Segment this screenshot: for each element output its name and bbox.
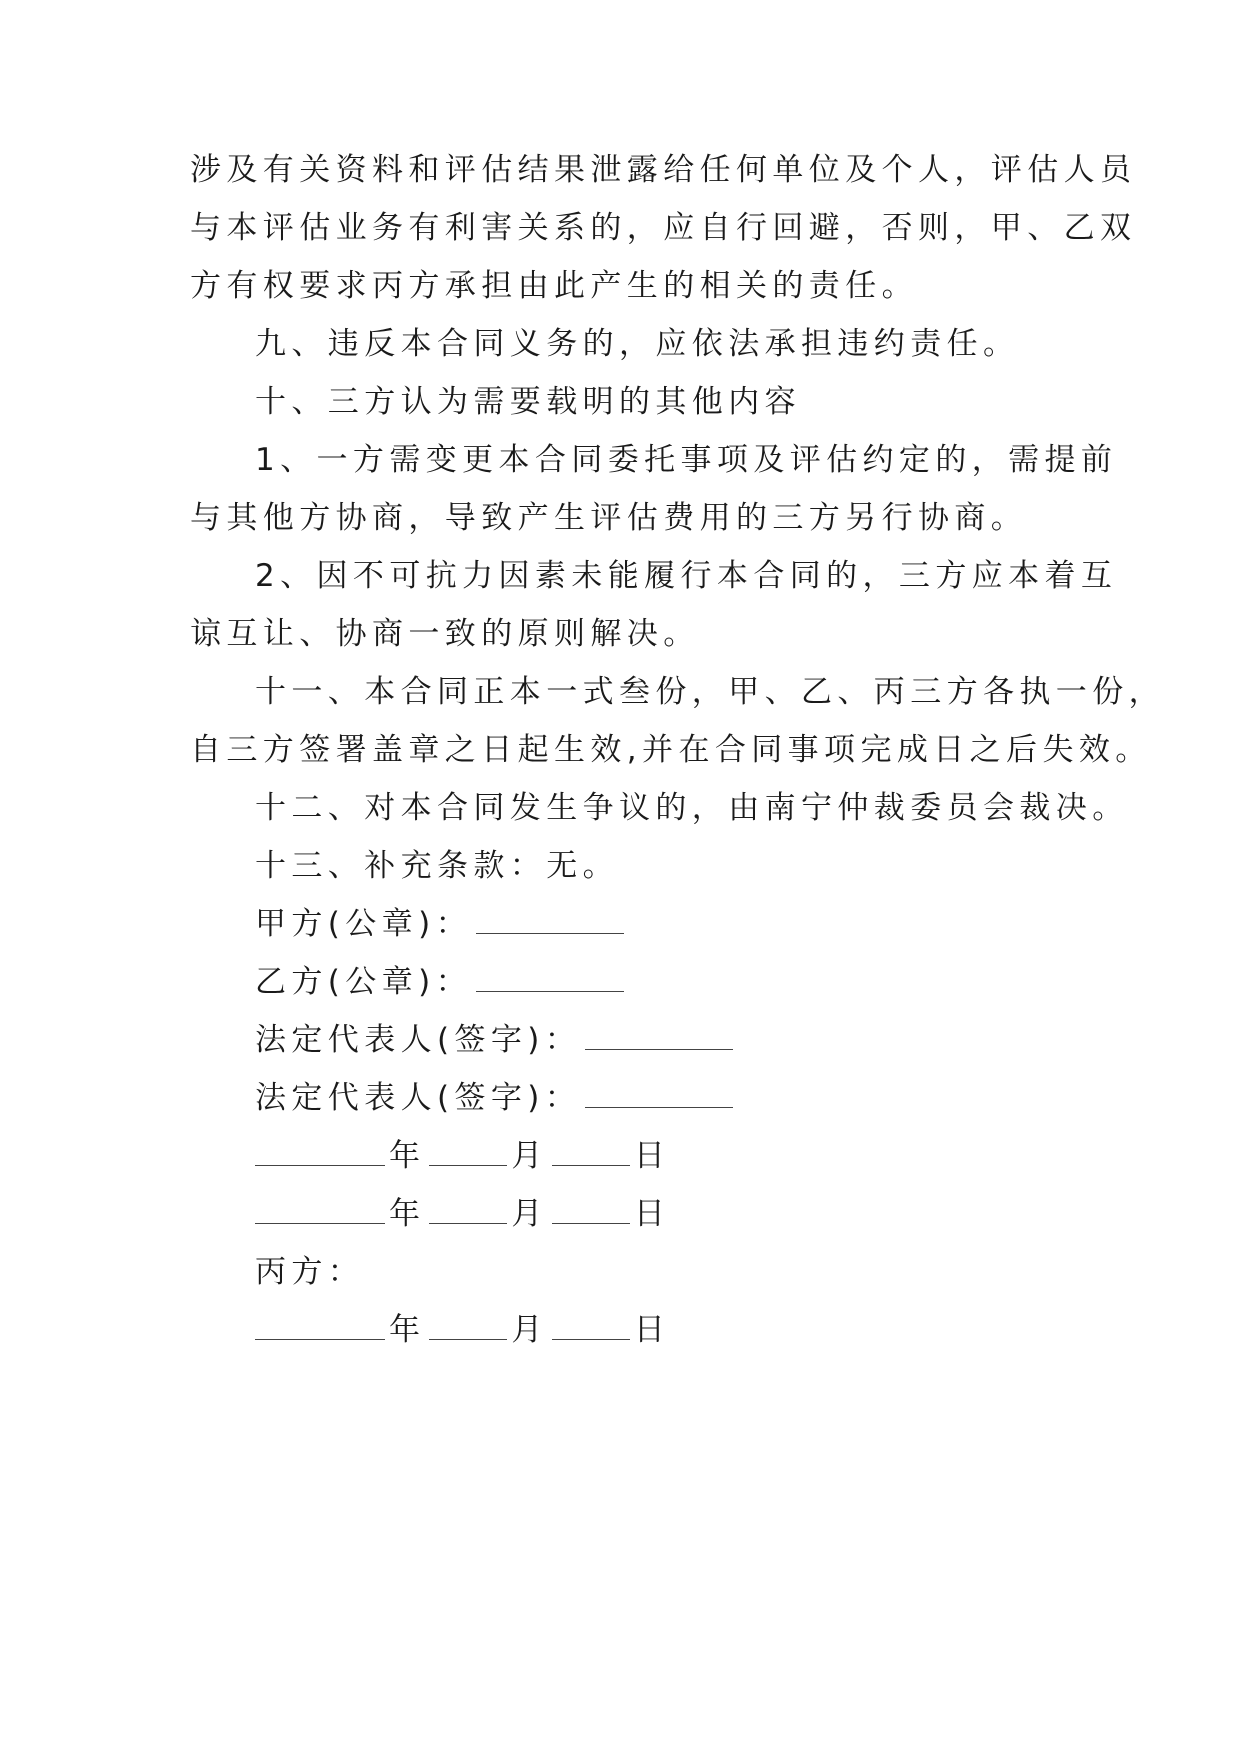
- signature-legal-rep-1: [255, 1020, 737, 1060]
- signature-label: 法定代表人(签字)：: [255, 1080, 582, 1116]
- signature-label: 乙方(公章)：: [255, 964, 472, 1000]
- signature-label: 法定代表人(签字)：: [255, 1022, 582, 1058]
- date-line-3: [255, 1310, 670, 1350]
- month-blank[interactable]: [429, 1139, 507, 1166]
- day-label: 日: [633, 1138, 671, 1174]
- clause-12: 十二、对本合同发生争议的，由南宁仲裁委员会裁决。: [255, 790, 1129, 826]
- day-blank[interactable]: [552, 1139, 630, 1166]
- paragraph-line: 涉及有关资料和评估结果泄露给任何单位及个人，评估人员: [190, 152, 1137, 188]
- year-label: 年: [389, 1138, 426, 1174]
- date-line-2: [255, 1194, 670, 1234]
- clause-10: 十、三方认为需要载明的其他内容: [255, 384, 801, 420]
- month-blank[interactable]: [429, 1197, 507, 1224]
- signature-blank[interactable]: [585, 1023, 733, 1050]
- paragraph-line: 自三方签署盖章之日起生效,并在合同事项完成日之后失效。: [190, 732, 1152, 768]
- clause-10-item-1: 1、一方需变更本合同委托事项及评估约定的，需提前: [255, 442, 1118, 478]
- year-blank[interactable]: [255, 1197, 385, 1224]
- day-label: 日: [633, 1312, 671, 1348]
- signature-blank[interactable]: [476, 907, 624, 934]
- paragraph-line: 谅互让、协商一致的原则解决。: [190, 616, 700, 652]
- signature-label: 丙方：: [255, 1254, 365, 1290]
- month-label: 月: [511, 1196, 548, 1232]
- year-blank[interactable]: [255, 1313, 385, 1340]
- day-label: 日: [633, 1196, 671, 1232]
- day-blank[interactable]: [552, 1313, 630, 1340]
- signature-blank[interactable]: [585, 1081, 733, 1108]
- year-blank[interactable]: [255, 1139, 385, 1166]
- signature-party-b: [255, 962, 628, 1002]
- signature-party-c: [255, 1252, 364, 1292]
- signature-blank[interactable]: [476, 965, 624, 992]
- clause-11: 十一、本合同正本一式叁份，甲、乙、丙三方各执一份，: [255, 674, 1165, 710]
- month-label: 月: [511, 1138, 548, 1174]
- signature-party-a: [255, 904, 628, 944]
- day-blank[interactable]: [552, 1197, 630, 1224]
- clause-13: 十三、补充条款：无。: [255, 848, 619, 884]
- signature-label: 甲方(公章)：: [255, 906, 472, 942]
- month-label: 月: [511, 1312, 548, 1348]
- clause-10-item-2: 2、因不可抗力因素未能履行本合同的，三方应本着互: [255, 558, 1118, 594]
- clause-9: 九、违反本合同义务的，应依法承担违约责任。: [255, 326, 1020, 362]
- year-label: 年: [389, 1196, 426, 1232]
- month-blank[interactable]: [429, 1313, 507, 1340]
- paragraph-line: 方有权要求丙方承担由此产生的相关的责任。: [190, 268, 918, 304]
- date-line-1: [255, 1136, 670, 1176]
- paragraph-line: 与本评估业务有利害关系的，应自行回避，否则，甲、乙双: [190, 210, 1137, 246]
- paragraph-line: 与其他方协商，导致产生评估费用的三方另行协商。: [190, 500, 1028, 536]
- year-label: 年: [389, 1312, 426, 1348]
- signature-legal-rep-2: [255, 1078, 737, 1118]
